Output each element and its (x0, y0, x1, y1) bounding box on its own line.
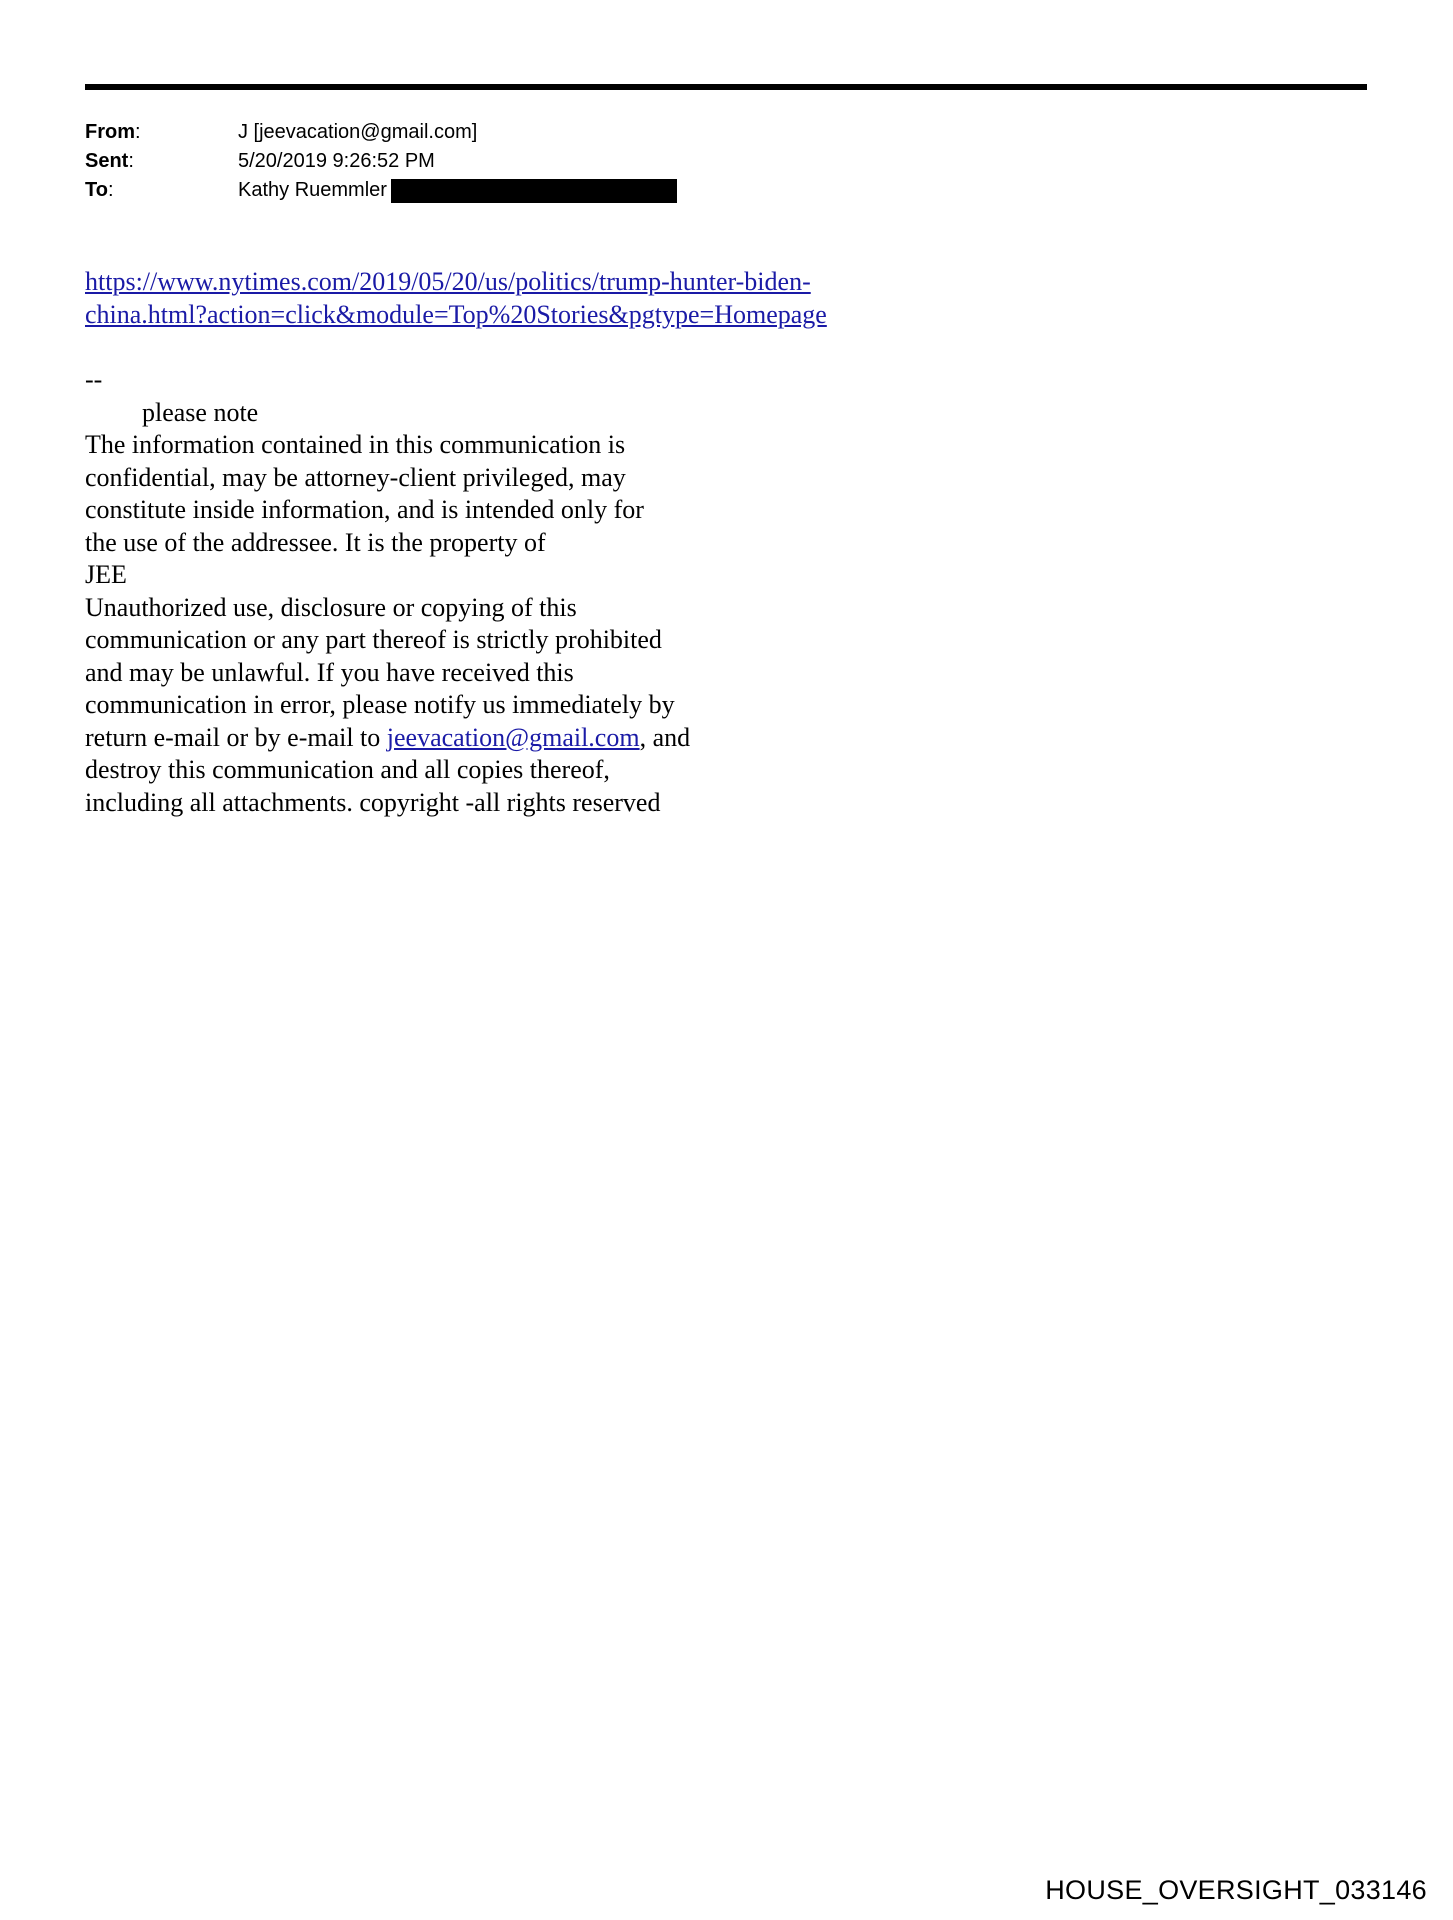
disclaimer-line: The information contained in this communication is (85, 430, 626, 459)
to-value (238, 179, 677, 203)
disclaimer-line: JEE (85, 560, 127, 589)
from-value: J [jeevacation@gmail.com] (238, 121, 478, 143)
sent-value: 5/20/2019 9:26:52 PM (238, 150, 435, 172)
email-link[interactable]: jeevacation@gmail.com (386, 722, 640, 752)
to-label: To: (85, 179, 114, 201)
from-label: From: (85, 121, 141, 143)
bates-number: HOUSE_OVERSIGHT_033146 (1045, 1875, 1427, 1905)
sent-row (85, 147, 677, 176)
disclaimer-line: Unauthorized use, disclosure or copying of this (85, 592, 577, 622)
disclaimer-line-with-email (85, 722, 690, 755)
to-row (85, 176, 677, 205)
disclaimer-line: constitute inside information, and is intended only for (85, 495, 644, 524)
disclaimer-text: , and (639, 722, 691, 752)
article-link-line-1[interactable]: https://www.nytimes.com/2019/05/20/us/politics/trump-hunter-biden- (85, 267, 811, 296)
signature-block (85, 364, 690, 819)
article-link-line-2[interactable]: china.html?action=click&module=Top%20Stories&pgtype=Homepage (85, 299, 827, 329)
disclaimer-line: destroy this communication and all copies thereof, (85, 755, 610, 784)
recipient-name: Kathy Ruemmler (238, 179, 387, 201)
disclaimer-line: communication in error, please notify us immediately by (85, 690, 675, 719)
sent-label: Sent: (85, 150, 134, 172)
disclaimer-line: the use of the addressee. It is the property of (85, 527, 546, 557)
disclaimer-line: communication or any part thereof is strictly prohibited (85, 625, 662, 654)
disclaimer-line: confidential, may be attorney-client privileged, may (85, 462, 626, 492)
disclaimer-line: and may be unlawful. If you have received this (85, 657, 574, 687)
please-note-text: please note (142, 397, 259, 427)
redaction-bar (391, 179, 677, 203)
header-divider (85, 84, 1367, 90)
email-header (85, 118, 677, 205)
from-row (85, 118, 677, 147)
article-link-block (85, 266, 827, 331)
signature-separator: -- (85, 365, 103, 394)
disclaimer-line: including all attachments. copyright -all rights reserved (85, 787, 661, 817)
disclaimer-text: return e-mail or by e-mail to (85, 722, 387, 752)
